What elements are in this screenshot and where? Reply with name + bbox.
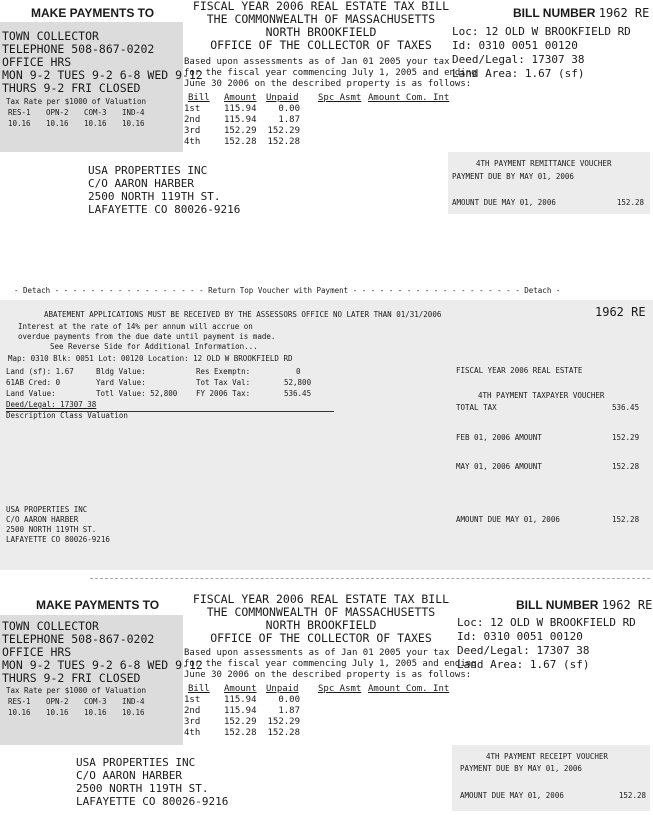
col-amount-com-int: Amount Com. Int [368, 93, 450, 103]
installment-row [184, 706, 449, 717]
rate-classes [8, 108, 160, 117]
basis-line: June 30 2006 on the described property is as follows: [184, 79, 472, 89]
voucher-amount-label: AMOUNT DUE MAY 01, 2006 [452, 198, 556, 207]
land-value: Land Value: [6, 389, 56, 398]
bill-title-line: THE COMMONWEALTH OF MASSACHUSETTS [206, 605, 436, 619]
inst-amount: 115.94 [224, 695, 257, 705]
description-header: Description Class Valuation [6, 411, 128, 420]
rate-value: 10.16 [8, 708, 31, 717]
bill-number-label: BILL NUMBER [516, 598, 599, 612]
amount-due-label: AMOUNT DUE MAY 01, 2006 [456, 515, 560, 524]
address-line: USA PROPERTIES INC [6, 505, 88, 514]
address-line: C/O AARON HARBER [6, 515, 79, 524]
detach-line: - Detach - - - - - - - - - - - - - - - - - Return Top Voucher with Payment - - - - - - - - - - - - - - - - - - - Detach - [14, 286, 561, 295]
col-unpaid: Unpaid [266, 93, 299, 103]
voucher-amount: 152.28 [616, 198, 644, 207]
payee-block [2, 620, 203, 685]
interest-notice [18, 322, 275, 352]
property-info [457, 616, 636, 672]
land-sf: Land (sf): 1.67 [6, 367, 74, 376]
installment-row [184, 115, 449, 126]
payee-line: TOWN COLLECTOR [2, 29, 99, 43]
rate-header: Tax Rate per $1000 of Valuation [6, 97, 146, 106]
rate-value: 10.16 [8, 119, 31, 128]
stub-address [6, 505, 110, 545]
col-bill: Bill [188, 93, 210, 103]
inst-unpaid: 152.28 [267, 728, 300, 738]
bill-number-label: BILL NUMBER [513, 6, 596, 20]
fy-label: FISCAL YEAR 2006 REAL ESTATE [456, 366, 583, 375]
rate-class: IND-4 [122, 108, 145, 117]
address-line: LAFAYETTE CO 80026-9216 [76, 795, 229, 808]
bill-title-line: THE COMMONWEALTH OF MASSACHUSETTS [206, 12, 436, 26]
inst-bill: 4th [184, 728, 201, 738]
col-bill: Bill [188, 684, 210, 694]
rate-classes [8, 697, 160, 706]
may-amount: 152.28 [612, 462, 640, 471]
address-line: USA PROPERTIES INC [76, 756, 196, 769]
payee-line: MON 9-2 TUES 9-2 6-8 WED 9-12 [2, 658, 203, 672]
bill-number-block [516, 598, 652, 612]
rate-value: 10.16 [122, 708, 145, 717]
rate-class: COM-3 [84, 108, 107, 117]
bill-title-block [186, 0, 456, 52]
inst-unpaid: 152.28 [267, 137, 300, 147]
totl-value: Totl Value: 52,800 [96, 389, 178, 398]
rate-class: OPN-2 [46, 697, 69, 706]
inst-unpaid: 1.87 [278, 115, 300, 125]
address-line: LAFAYETTE CO 80026-9216 [88, 203, 241, 216]
payee-line: OFFICE HRS [2, 645, 72, 659]
taxpayer-voucher-title: 4TH PAYMENT TAXPAYER VOUCHER [478, 391, 605, 400]
inst-amount: 152.28 [224, 728, 257, 738]
col-amount: Amount [224, 684, 257, 694]
installment-table [184, 684, 449, 739]
installment-row [184, 695, 449, 706]
installment-table [184, 93, 449, 148]
col-amount-com-int: Amount Com. Int [368, 684, 450, 694]
bill-number: 1962 RE [598, 6, 650, 20]
property-land-area: Land Area: 1.67 (sf) [452, 67, 585, 80]
rate-value: 10.16 [46, 708, 69, 717]
property-loc: Loc: 12 OLD W BROOKFIELD RD [452, 25, 631, 38]
inst-bill: 4th [184, 137, 201, 147]
fy-tax-amt: 536.45 [284, 389, 312, 398]
stub-bill-number: 1962 RE [595, 305, 646, 319]
col-unpaid: Unpaid [266, 684, 299, 694]
feb-label: FEB 01, 2006 AMOUNT [456, 433, 542, 442]
rate-values [8, 708, 160, 717]
deed-legal: Deed/Legal: 17307 38 [6, 400, 97, 409]
voucher-amount-label: AMOUNT DUE MAY 01, 2006 [460, 791, 564, 800]
inst-amount: 152.29 [224, 126, 257, 136]
voucher-due: PAYMENT DUE BY MAY 01, 2006 [452, 172, 574, 181]
rate-class: COM-3 [84, 697, 107, 706]
address-line: USA PROPERTIES INC [88, 164, 208, 177]
voucher-title: 4TH PAYMENT RECEIPT VOUCHER [486, 752, 608, 761]
rate-class: RES-1 [8, 697, 31, 706]
rate-header: Tax Rate per $1000 of Valuation [6, 686, 146, 695]
basis-line: June 30 2006 on the described property is as follows: [184, 670, 472, 680]
address-line: C/O AARON HARBER [76, 769, 182, 782]
address-line: LAFAYETTE CO 80026-9216 [6, 535, 110, 544]
divider [6, 411, 334, 412]
rate-class: IND-4 [122, 697, 145, 706]
amount-due: 152.28 [612, 515, 640, 524]
mailing-address [88, 164, 240, 216]
basis-line: Based upon assessments as of Jan 01 2005 your tax [184, 648, 450, 658]
bill-title-line: OFFICE OF THE COLLECTOR OF TAXES [210, 38, 432, 52]
col-amount: Amount [224, 93, 257, 103]
payee-line: TELEPHONE 508-867-0202 [2, 632, 155, 646]
address-line: 2500 NORTH 119TH ST. [76, 782, 209, 795]
res-exempt: Res Exemptn: [196, 367, 251, 376]
bill-number-block [513, 6, 649, 20]
basis-text [184, 57, 477, 90]
receipt-voucher [452, 745, 650, 811]
tot-tax-val: Tot Tax Val: [196, 378, 251, 387]
voucher-due: PAYMENT DUE BY MAY 01, 2006 [460, 764, 582, 773]
rate-value: 10.16 [84, 119, 107, 128]
inst-amount: 152.29 [224, 717, 257, 727]
payee-line: THURS 9-2 FRI CLOSED [2, 81, 141, 95]
inst-unpaid: 0.00 [278, 104, 300, 114]
separator-line [90, 578, 650, 579]
valuation-block [6, 366, 316, 421]
property-land-area: Land Area: 1.67 (sf) [457, 658, 590, 671]
installment-row [184, 104, 449, 115]
address-line: C/O AARON HARBER [88, 177, 194, 190]
basis-line: Based upon assessments as of Jan 01 2005 your tax [184, 57, 450, 67]
inst-unpaid: 1.87 [278, 706, 300, 716]
payee-line: MON 9-2 TUES 9-2 6-8 WED 9-12 [2, 68, 203, 82]
bill-title-line: NORTH BROOKFIELD [265, 25, 377, 39]
basis-line: for the fiscal year commencing July 1, 2005 and ending [184, 659, 477, 669]
bill-title-line: OFFICE OF THE COLLECTOR OF TAXES [210, 631, 432, 645]
map-line: Map: 0310 Blk: 0051 Lot: 00120 Location: 12 OLD W BROOKFIELD RD [8, 354, 293, 363]
abatement-notice: ABATEMENT APPLICATIONS MUST BE RECEIVED BY THE ASSESSORS OFFICE NO LATER THAN 01/31/2006 [44, 310, 442, 319]
col-spc-asmt: Spc Asmt [318, 93, 362, 103]
make-payments-heading: MAKE PAYMENTS TO [36, 598, 160, 612]
total-tax-label: TOTAL TAX [456, 403, 497, 412]
inst-amount: 152.28 [224, 137, 257, 147]
inst-unpaid: 0.00 [278, 695, 300, 705]
inst-bill: 2nd [184, 115, 201, 125]
inst-amount: 115.94 [224, 706, 257, 716]
rate-value: 10.16 [122, 119, 145, 128]
payee-line: TELEPHONE 508-867-0202 [2, 42, 155, 56]
payee-line: OFFICE HRS [2, 55, 72, 69]
col-spc-asmt: Spc Asmt [318, 684, 362, 694]
rate-values [8, 119, 160, 128]
address-line: 2500 NORTH 119TH ST. [6, 525, 97, 534]
installment-row [184, 126, 449, 137]
property-id: Id: 0310 0051 00120 [457, 630, 583, 643]
res-exempt-val: 0 [296, 367, 301, 376]
cred-61ab: 61AB Cred: 0 [6, 378, 61, 387]
basis-text [184, 648, 477, 681]
property-loc: Loc: 12 OLD W BROOKFIELD RD [457, 616, 636, 629]
interest-line: overdue payments from the due date until payment is made. [18, 332, 276, 341]
interest-line: Interest at the rate of 14% per annum will accrue on [18, 322, 253, 331]
property-id: Id: 0310 0051 00120 [452, 39, 578, 52]
bill-title-block [186, 593, 456, 645]
inst-amount: 115.94 [224, 115, 257, 125]
installment-row [184, 728, 449, 739]
may-label: MAY 01, 2006 AMOUNT [456, 462, 542, 471]
inst-bill: 3rd [184, 717, 201, 727]
payee-line: THURS 9-2 FRI CLOSED [2, 671, 141, 685]
rate-value: 10.16 [84, 708, 107, 717]
rate-class: OPN-2 [46, 108, 69, 117]
bill-title-line: FISCAL YEAR 2006 REAL ESTATE TAX BILL [192, 592, 450, 606]
property-deed: Deed/Legal: 17307 38 [457, 644, 590, 657]
property-deed: Deed/Legal: 17307 38 [452, 53, 585, 66]
installment-row [184, 717, 449, 728]
interest-line: See Reverse Side for Additional Information... [50, 342, 258, 351]
feb-amount: 152.29 [612, 433, 640, 442]
rate-class: RES-1 [8, 108, 31, 117]
bill-number: 1962 RE [601, 598, 653, 612]
voucher-title: 4TH PAYMENT REMITTANCE VOUCHER [476, 159, 612, 168]
total-tax: 536.45 [612, 403, 640, 412]
inst-bill: 1st [184, 695, 201, 705]
make-payments-heading: MAKE PAYMENTS TO [31, 6, 155, 20]
inst-unpaid: 152.29 [267, 126, 300, 136]
inst-unpaid: 152.29 [267, 717, 300, 727]
payee-line: TOWN COLLECTOR [2, 619, 99, 633]
bldg-value: Bldg Value: [96, 367, 146, 376]
tot-tax-val-amt: 52,800 [284, 378, 312, 387]
inst-amount: 115.94 [224, 104, 257, 114]
yard-value: Yard Value: [96, 378, 146, 387]
bill-title-line: FISCAL YEAR 2006 REAL ESTATE TAX BILL [192, 0, 450, 13]
inst-bill: 3rd [184, 126, 201, 136]
basis-line: for the fiscal year commencing July 1, 2005 and ending [184, 68, 477, 78]
voucher-amount: 152.28 [618, 791, 646, 800]
payee-block [2, 30, 203, 95]
property-info [452, 25, 631, 81]
bill-title-line: NORTH BROOKFIELD [265, 618, 377, 632]
rate-value: 10.16 [46, 119, 69, 128]
fy-tax: FY 2006 Tax: [196, 389, 251, 398]
remittance-voucher [448, 152, 650, 214]
inst-bill: 2nd [184, 706, 201, 716]
inst-bill: 1st [184, 104, 201, 114]
mailing-address [76, 756, 228, 808]
address-line: 2500 NORTH 119TH ST. [88, 190, 221, 203]
installment-row [184, 137, 449, 148]
